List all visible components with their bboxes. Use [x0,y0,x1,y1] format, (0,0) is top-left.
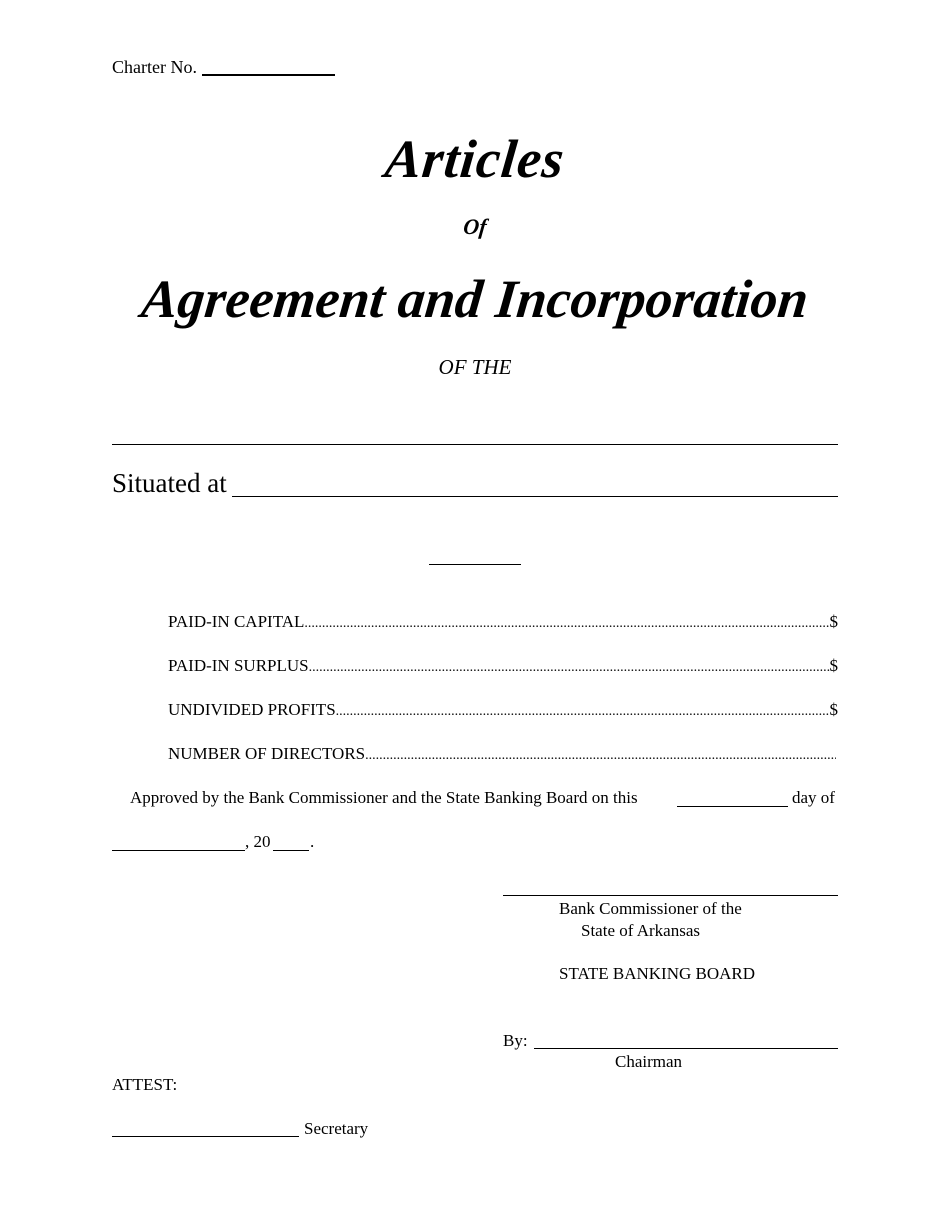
leader-dots [336,704,830,720]
paid-in-capital-currency[interactable]: $ [829,612,838,631]
approval-day-of: day of [792,788,835,807]
charter-number-field[interactable] [202,74,335,76]
commissioner-signature-line[interactable] [503,895,838,896]
paid-in-surplus-currency[interactable]: $ [829,656,838,675]
chairman-label: Chairman [615,1052,683,1071]
attest-label: ATTEST: [112,1075,178,1094]
undivided-profits-currency[interactable]: $ [829,700,838,719]
title-articles: Articles [382,129,568,189]
by-label: By: [503,1031,528,1050]
paid-in-surplus-label: PAID-IN SURPLUS [168,656,309,675]
commissioner-title-line2: State of Arkansas [581,921,700,940]
situated-at-label: Situated at [112,468,227,498]
leader-dots [304,616,829,632]
undivided-profits-row [168,700,838,720]
secretary-signature-line[interactable] [112,1136,299,1137]
leader-dots [309,660,830,676]
situated-at-field[interactable] [232,496,838,497]
title-of: Of [462,214,488,239]
paid-in-capital-row [168,612,838,632]
subtitle-of-the: OF THE [438,355,512,379]
approval-month-field[interactable] [112,850,245,851]
commissioner-title-line1: Bank Commissioner of the [559,899,742,918]
separator-line [429,564,521,565]
bank-name-field[interactable] [112,444,838,445]
title-agreement-and-incorporation: Agreement and Incorporation [138,269,812,329]
secretary-label: Secretary [304,1119,369,1138]
approval-year-suffix: . [310,832,315,851]
undivided-profits-label: UNDIVIDED PROFITS [168,700,336,719]
chairman-signature-line[interactable] [534,1048,838,1049]
paid-in-capital-label: PAID-IN CAPITAL [168,612,305,631]
charter-number-label: Charter No. [112,57,197,77]
paid-in-surplus-row [168,656,838,676]
leader-dots [365,748,836,764]
state-banking-board-label: STATE BANKING BOARD [559,964,756,983]
approval-year-field[interactable] [273,850,309,851]
approval-text: Approved by the Bank Commissioner and the State Banking Board on this [130,788,638,807]
number-of-directors-row [168,744,838,764]
approval-year-prefix: , 20 [245,832,271,851]
approval-day-field[interactable] [677,806,788,807]
number-of-directors-label: NUMBER OF DIRECTORS [168,744,366,763]
